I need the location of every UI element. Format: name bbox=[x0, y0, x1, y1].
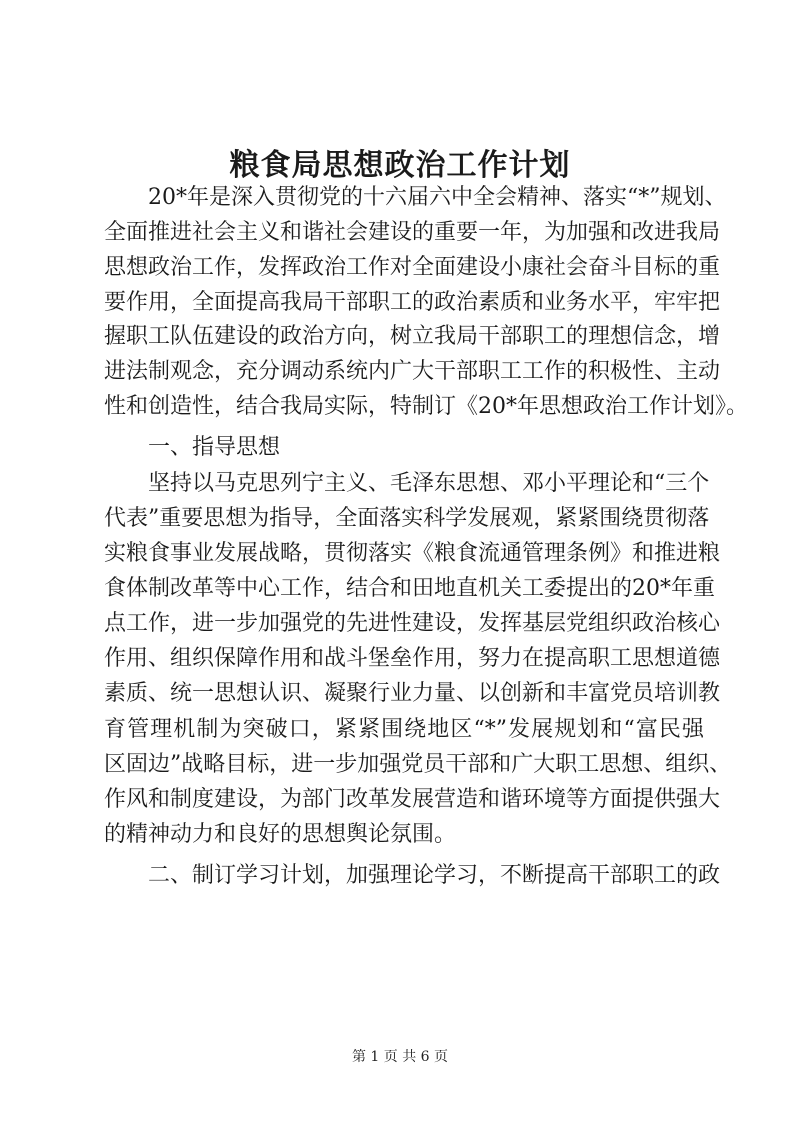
paragraph-line: 实粮食事业发展战略，贯彻落实《粮食流通管理条例》和推进粮 bbox=[104, 541, 721, 566]
paragraph-line: 点工作，进一步加强党的先进性建设，发挥基层党组织政治核心 bbox=[104, 611, 721, 636]
paragraph-line: 代表”重要思想为指导，全面落实科学发展观，紧紧围绕贯彻落 bbox=[104, 506, 710, 531]
paragraph-line: 性和创造性，结合我局实际，特制订《20*年思想政治工作计划》。 bbox=[104, 394, 748, 419]
paragraph-line: 握职工队伍建设的政治方向，树立我局干部职工的理想信念，增 bbox=[104, 324, 721, 349]
paragraph-line: 进法制观念，充分调动系统内广大干部职工工作的积极性、主动 bbox=[104, 359, 721, 384]
document-title: 粮食局思想政治工作计划 bbox=[229, 148, 571, 183]
paragraph-line: 要作用，全面提高我局干部职工的政治素质和业务水平，牢牢把 bbox=[104, 290, 721, 315]
paragraph-line: 思想政治工作，发挥政治工作对全面建设小康社会奋斗目标的重 bbox=[104, 255, 721, 280]
paragraph-line: 全面推进社会主义和谐社会建设的重要一年，为加强和改进我局 bbox=[104, 220, 721, 245]
paragraph-line: 的精神动力和良好的思想舆论氛围。 bbox=[104, 822, 457, 847]
paragraph-line: 素质、统一思想认识、凝聚行业力量、以创新和丰富党员培训教 bbox=[104, 681, 721, 706]
page-number-footer: 第 1 页 共 6 页 bbox=[351, 1049, 449, 1065]
paragraph-line: 育管理机制为突破口，紧紧围绕地区“*”发展规划和“富民强 bbox=[104, 717, 704, 742]
section-heading: 二、制订学习计划，加强理论学习，不断提高干部职工的政 bbox=[104, 863, 721, 888]
paragraph-line: 作用、组织保障作用和战斗堡垒作用，努力在提高职工思想道德 bbox=[104, 646, 721, 671]
paragraph-line: 坚持以马克思列宁主义、毛泽东思想、邓小平理论和“三个 bbox=[104, 471, 710, 496]
paragraph-line: 食体制改革等中心工作，结合和田地直机关工委提出的20*年重 bbox=[104, 576, 715, 601]
paragraph-line: 作风和制度建设，为部门改革发展营造和谐环境等方面提供强大 bbox=[104, 787, 721, 812]
paragraph-line: 20*年是深入贯彻党的十六届六中全会精神、落实“*”规划、 bbox=[104, 185, 727, 210]
section-heading: 一、指导思想 bbox=[104, 435, 281, 460]
paragraph-line: 区固边”战略目标，进一步加强党员干部和广大职工思想、组织、 bbox=[104, 752, 732, 777]
